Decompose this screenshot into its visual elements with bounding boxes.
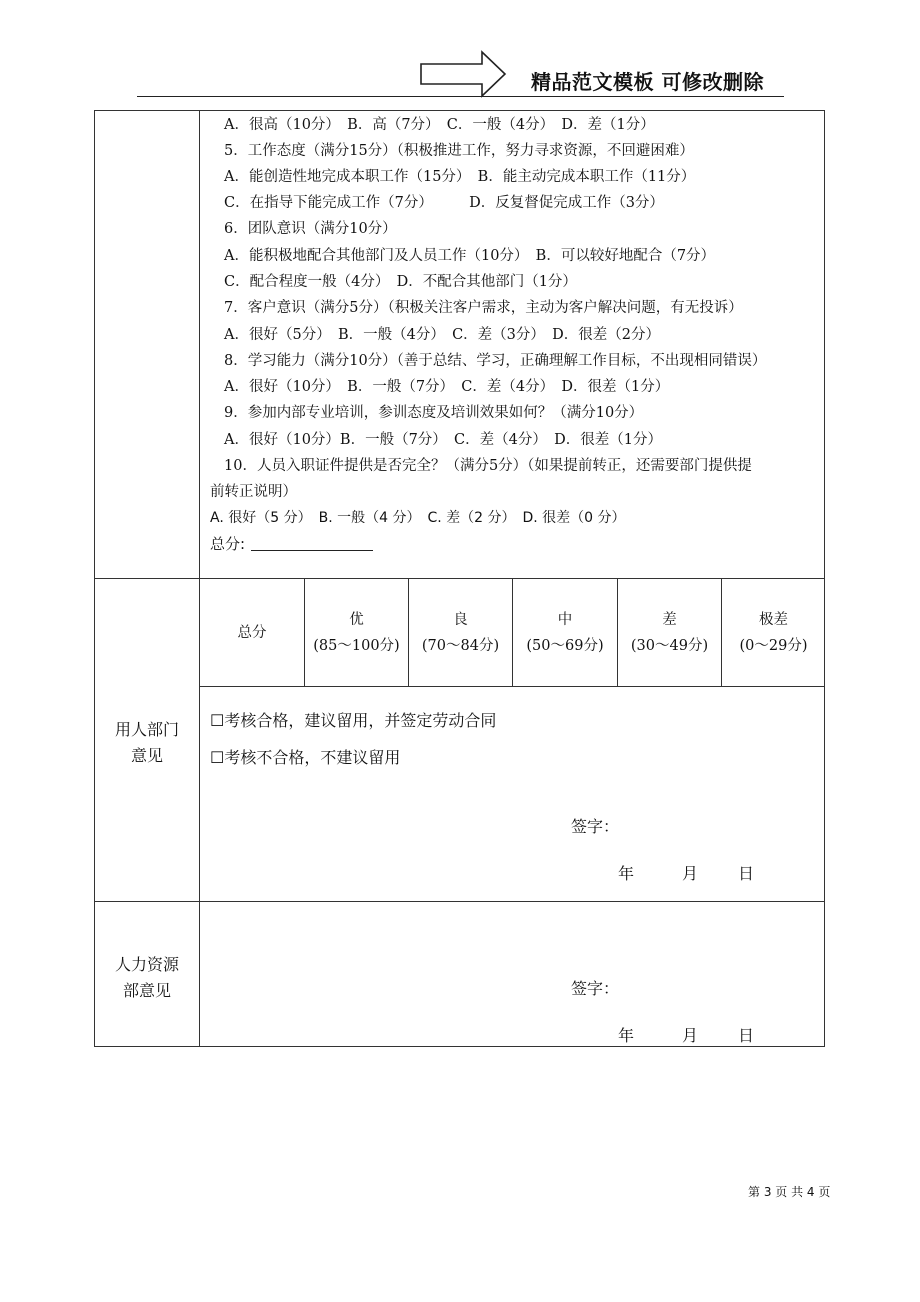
grade-name: 极差 xyxy=(759,612,788,628)
dept-date-month: 月 xyxy=(682,864,699,883)
hr-date-year: 年 xyxy=(618,1026,635,1045)
total-score-label: 总分: xyxy=(210,535,246,553)
dept-date-day: 日 xyxy=(738,864,755,883)
grade-range: (85～100分) xyxy=(313,638,400,654)
row-divider-questions xyxy=(94,578,825,579)
grade-average xyxy=(513,580,617,686)
arrow-icon xyxy=(418,50,508,98)
question-line: 前转正说明） xyxy=(210,484,297,500)
grade-name: 中 xyxy=(557,612,573,628)
question-line: 10．人员入职证件提供是否完全？（满分5分）（如果提前转正，还需要部门提供提 xyxy=(224,458,752,474)
question-line: A．很好（10分） B．一般（7分） C．差（4分） D．很差（1分） xyxy=(224,379,670,395)
row-divider-score-table xyxy=(199,686,825,687)
fail-checkbox-option[interactable]: ☐考核不合格，不建议留用 xyxy=(210,748,401,767)
question-line: A．能创造性地完成本职工作（15分） B．能主动完成本职工作（11分） xyxy=(224,169,696,185)
header-title: 精品范文模板 可修改删除 xyxy=(531,70,764,94)
question-line: 8．学习能力（满分10分）（善于总结、学习，正确理解工作目标，不出现相同错误） xyxy=(224,353,767,369)
header-rule xyxy=(137,96,784,97)
question-line: A．能积极地配合其他部门及人员工作（10分） B．可以较好地配合（7分） xyxy=(224,248,716,264)
question-line: C．配合程度一般（4分） D．不配合其他部门（1分） xyxy=(224,274,577,290)
total-score-field[interactable] xyxy=(210,534,373,554)
hr-date-day: 日 xyxy=(738,1026,755,1045)
grade-good xyxy=(409,580,512,686)
hr-opinion-label: 人力资源 部意见 xyxy=(114,955,179,1000)
question-line: A．很高（10分） B．高（7分） C．一般（4分） D．差（1分） xyxy=(224,117,655,133)
question-line: A．很好（5分） B．一般（4分） C．差（3分） D．很差（2分） xyxy=(224,327,660,343)
dept-signature-label: 签字： xyxy=(571,817,620,836)
hr-date-month: 月 xyxy=(682,1026,699,1045)
dept-date-year: 年 xyxy=(618,864,635,883)
question-line: A．很好（10分）B．一般（7分） C．差（4分） D．很差（1分） xyxy=(224,432,662,448)
question-line: 5．工作态度（满分15分）（积极推进工作，努力寻求资源，不回避困难） xyxy=(224,143,694,159)
grade-very-poor xyxy=(722,580,825,686)
question-line: C．在指导下能完成工作（7分） D．反复督促完成工作（3分） xyxy=(224,195,664,211)
question-line: 6．团队意识（满分10分） xyxy=(224,221,397,237)
grade-poor xyxy=(618,580,721,686)
grade-excellent xyxy=(305,580,408,686)
grade-name: 差 xyxy=(662,612,677,628)
q10-options: A. 很好（5 分） B. 一般（4 分） C. 差（2 分） D. 很差（0 分） xyxy=(210,510,626,526)
grade-range: (0～29分) xyxy=(739,638,808,654)
dept-opinion-label: 用人部门 意见 xyxy=(114,720,179,765)
page-number: 第 3 页 共 4 页 xyxy=(748,1185,831,1199)
question-line: 9．参加内部专业培训，参训态度及培训效果如何？（满分10分） xyxy=(224,405,644,421)
grade-range: (50～69分) xyxy=(526,638,604,654)
question-line: 7．客户意识（满分5分）（积极关注客户需求，主动为客户解决问题，有无投诉） xyxy=(224,300,743,316)
hr-signature-label: 签字： xyxy=(571,979,620,998)
row-divider-dept xyxy=(94,901,825,902)
grade-range: (30～49分) xyxy=(630,638,709,654)
score-total-header: 总分 xyxy=(237,625,267,641)
total-score-blank[interactable] xyxy=(251,536,373,551)
grade-name: 良 xyxy=(453,612,468,628)
grade-name: 优 xyxy=(349,612,364,628)
pass-checkbox-option[interactable]: ☐考核合格，建议留用，并签定劳动合同 xyxy=(210,711,497,730)
grade-range: (70～84分) xyxy=(421,638,500,654)
